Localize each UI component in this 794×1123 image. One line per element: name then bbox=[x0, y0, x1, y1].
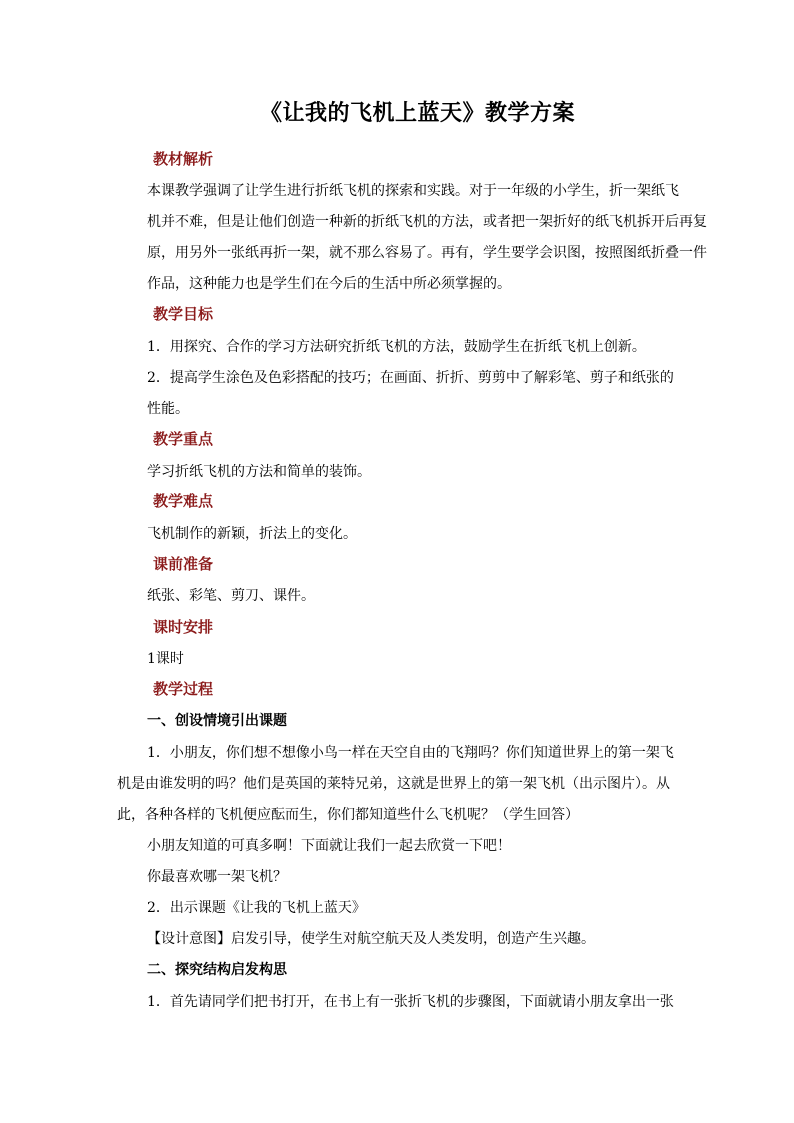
paragraph-line: 1．小朋友，你们想不想像小鸟一样在天空自由的飞翔吗？你们知道世界上的第一架飞 bbox=[147, 745, 674, 761]
section-heading-difficulties: 教学难点 bbox=[153, 492, 214, 510]
paragraph-line: 纸张、彩笔、剪刀、课件。 bbox=[147, 588, 315, 604]
section-heading-preparation: 课前准备 bbox=[153, 555, 214, 573]
subsection-heading: 二、探究结构启发构思 bbox=[147, 962, 287, 978]
section-heading-teaching-goals: 教学目标 bbox=[153, 305, 214, 323]
paragraph-line: 机并不难，但是让他们创造一种新的折纸飞机的方法，或者把一架折好的纸飞机拆开后再复 bbox=[147, 214, 707, 230]
goal-item: 2．提高学生涂色及色彩搭配的技巧；在画面、折折、剪剪中了解彩笔、剪子和纸张的 bbox=[147, 370, 674, 386]
paragraph-line: 1．首先请同学们把书打开，在书上有一张折飞机的步骤图，下面就请小朋友拿出一张 bbox=[147, 994, 674, 1010]
paragraph-line: 1课时 bbox=[147, 651, 184, 667]
paragraph-line: 本课教学强调了让学生进行折纸飞机的探索和实践。对于一年级的小学生，折一架纸飞 bbox=[147, 183, 679, 199]
paragraph-line: 小朋友知道的可真多啊！下面就让我们一起去欣赏一下吧！ bbox=[147, 838, 511, 854]
goal-item: 1．用探究、合作的学习方法研究折纸飞机的方法，鼓励学生在折纸飞机上创新。 bbox=[147, 339, 646, 355]
goal-item-continued: 性能。 bbox=[147, 401, 189, 417]
paragraph-line: 作品，这种能力也是学生们在今后的生活中所必须掌握的。 bbox=[147, 276, 511, 292]
document-title: 《让我的飞机上蓝天》教学方案 bbox=[260, 100, 576, 126]
paragraph-line: 机是由谁发明的吗？他们是英国的莱特兄弟，这就是世界上的第一架飞机（出示图片）。从 bbox=[117, 776, 670, 792]
paragraph-line: 原，用另外一张纸再折一架，就不那么容易了。再有，学生要学会识图，按照图纸折叠一件 bbox=[147, 245, 707, 261]
section-heading-process: 教学过程 bbox=[153, 680, 214, 698]
section-heading-textbook-analysis: 教材解析 bbox=[153, 150, 214, 168]
paragraph-line: 学习折纸飞机的方法和简单的装饰。 bbox=[147, 464, 371, 480]
section-heading-schedule: 课时安排 bbox=[153, 618, 214, 636]
paragraph-line: 2．出示课题《让我的飞机上蓝天》 bbox=[147, 900, 366, 916]
paragraph-line: 此，各种各样的飞机便应酝而生，你们都知道些什么飞机呢？（学生回答） bbox=[117, 807, 579, 823]
paragraph-line: 飞机制作的新颖，折法上的变化。 bbox=[147, 526, 357, 542]
paragraph-line: 你最喜欢哪一架飞机？ bbox=[147, 869, 287, 885]
design-intent-note: 【设计意图】启发引导，使学生对航空航天及人类发明，创造产生兴趣。 bbox=[147, 931, 595, 947]
subsection-heading: 一、创设情境引出课题 bbox=[147, 713, 287, 729]
section-heading-key-points: 教学重点 bbox=[153, 430, 214, 448]
